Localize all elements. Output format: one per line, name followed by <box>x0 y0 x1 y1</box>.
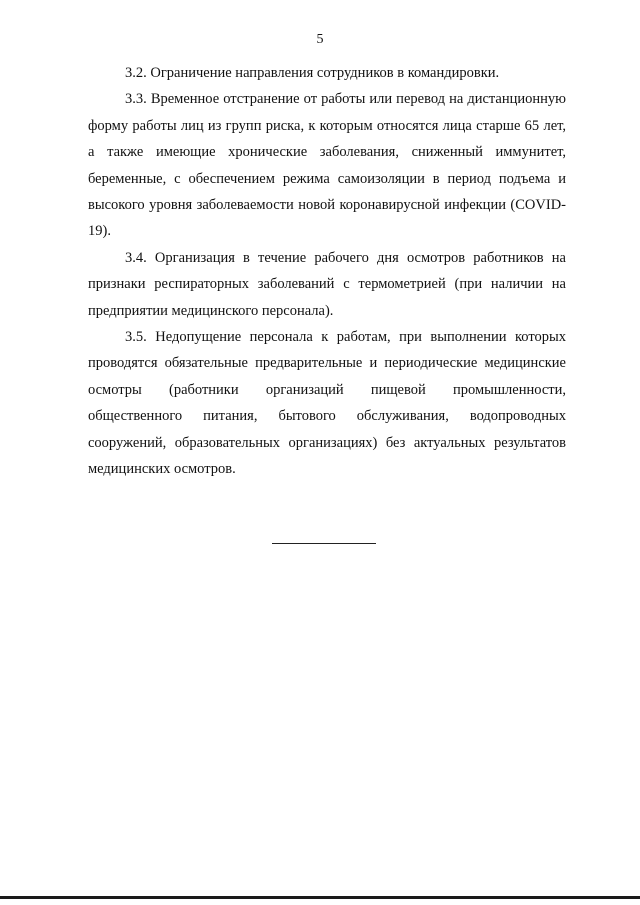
paragraph-3-2: 3.2. Ограничение направления сотрудников в командировки. <box>125 65 500 81</box>
paragraph-3-3: 3.3. Временное отстранение от работы или перевод на дистанционную форму работы лиц из групп риска, к которым относятся лица старше 65 лет, а также имеющие хронические заболевания, сниженный иммунитет, беременные, с обеспечением режима самоизоляции в период подъема и высокого уровня заболеваемости новой коронавирусной инфекции (COVID- 19). <box>88 91 566 240</box>
document-body <box>88 60 566 483</box>
paragraph-3-4: 3.4. Организация в течение рабочего дня осмотров работников на признаки респираторных заболеваний с термометрией (при наличии на предприятии медицинского персонала). <box>88 249 566 319</box>
page-bottom-edge <box>0 896 640 899</box>
paragraph-3-5: 3.5. Недопущение персонала к работам, при выполнении которых проводятся обязательные предварительные и периодические медицинские осмотры (работники организаций пищевой промышленности, общественного питания, бытового обслуживания, водопроводных сооружений, образовательных организациях) без актуальных результатов медицинских осмотров. <box>88 329 566 478</box>
page-number: 5 <box>316 32 324 47</box>
end-of-document-rule <box>272 543 376 544</box>
